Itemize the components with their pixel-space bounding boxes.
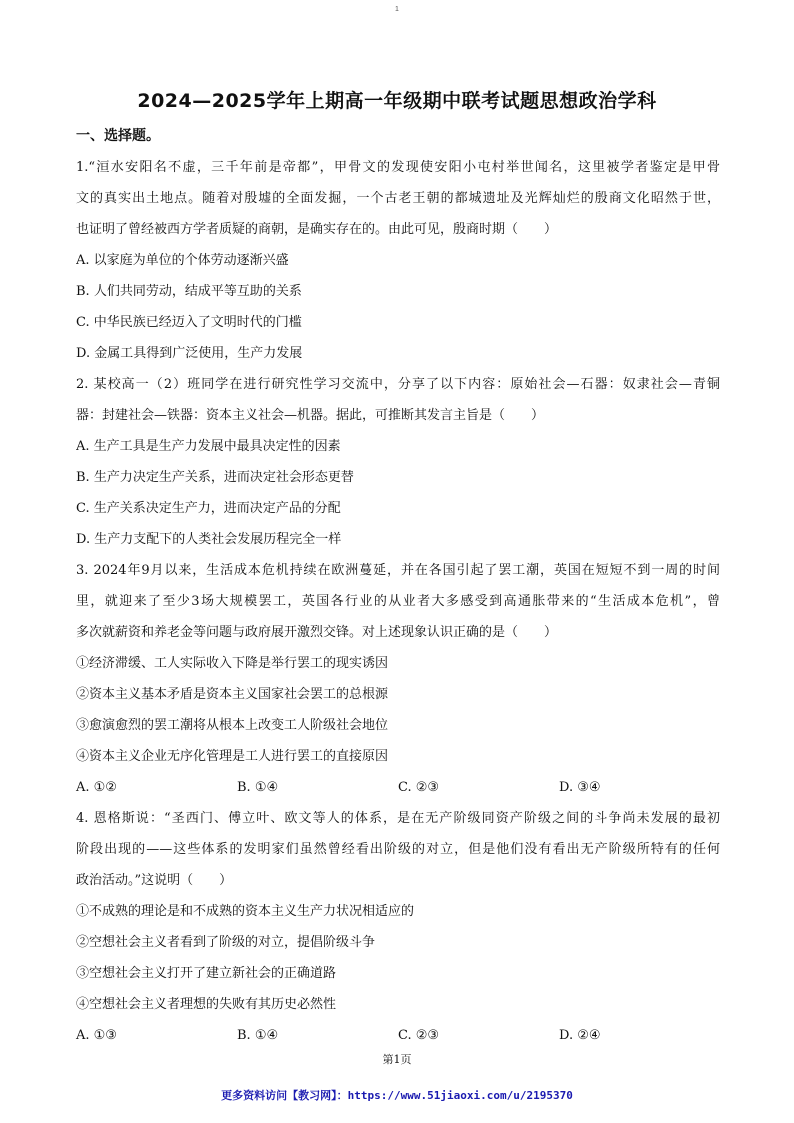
question-4	[76, 803, 720, 1051]
question-stem-line: 3. 2024年9月以来，生活成本危机持续在欧洲蔓延，并在各国引起了罢工潮，英国在短短不到一周的时间	[76, 563, 720, 578]
statement-3: ③空想社会主义打开了建立新社会的正确道路	[76, 966, 337, 981]
option-c: C. 生产关系决定生产力，进而决定产品的分配	[76, 501, 341, 516]
question-3	[76, 555, 720, 803]
choice-b: B. ①④	[237, 1028, 279, 1043]
option-a: A. 生产工具是生产力发展中最具决定性的因素	[76, 439, 341, 454]
page-number: 第1页	[382, 1053, 412, 1066]
question-2	[76, 369, 720, 555]
question-list	[76, 152, 720, 1051]
question-stem-line: 多次就薪资和养老金等问题与政府展开激烈交锋。对上述现象认识正确的是（ ）	[76, 625, 558, 640]
footer-resource-link[interactable]: 更多资料访问【教习网】：https://www.51jiaoxi.com/u/2195370	[221, 1089, 573, 1102]
answer-choices	[76, 772, 720, 803]
question-stem-line: 4. 恩格斯说：“圣西门、傅立叶、欧文等人的体系，是在无产阶级同资产阶级之间的斗争尚未发展的最初	[76, 811, 720, 826]
statement-2: ②资本主义基本矛盾是资本主义国家社会罢工的总根源	[76, 687, 389, 702]
choice-b: B. ①④	[237, 780, 279, 795]
statement-4: ④空想社会主义者理想的失败有其历史必然性	[76, 997, 337, 1012]
statement-3: ③愈演愈烈的罢工潮将从根本上改变工人阶级社会地位	[76, 718, 389, 733]
question-stem-line: 1.“洹水安阳名不虚，三千年前是帝都”，甲骨文的发现使安阳小屯村举世闻名，这里被学者鉴定是甲骨	[76, 160, 720, 175]
choice-d: D. ②④	[559, 1028, 601, 1043]
choice-d: D. ③④	[559, 780, 601, 795]
choice-a: A. ①②	[76, 780, 117, 795]
question-stem-line: 阶段出现的——这些体系的发明家们虽然曾经看出阶级的对立，但是他们没有看出无产阶级所特有的任何	[76, 842, 720, 857]
option-c: C. 中华民族已经迈入了文明时代的门槛	[76, 315, 302, 330]
question-1	[76, 152, 720, 369]
question-stem-line: 政治活动。”这说明（ ）	[76, 873, 233, 888]
choice-c: C. ②③	[398, 1028, 440, 1043]
section-heading: 一、选择题。	[76, 128, 160, 144]
page-title: 2024—2025学年上期高一年级期中联考试题思想政治学科	[137, 90, 657, 112]
answer-choices	[76, 1020, 720, 1051]
question-stem-line: 文的真实出土地点。随着对殷墟的全面发掘，一个古老王朝的都城遗址及光辉灿烂的殷商文化昭然于世，	[76, 191, 720, 206]
statement-4: ④资本主义企业无序化管理是工人进行罢工的直接原因	[76, 749, 389, 764]
statement-1: ①不成熟的理论是和不成熟的资本主义生产力状况相适应的	[76, 904, 415, 919]
top-page-mark: 1	[395, 6, 399, 13]
choice-a: A. ①③	[76, 1028, 117, 1043]
question-stem-line: 里，就迎来了至少3场大规模罢工，英国各行业的从业者大多感受到高通胀带来的“生活成本危机”，曾	[76, 594, 720, 609]
statement-2: ②空想社会主义者看到了阶级的对立，提倡阶级斗争	[76, 935, 376, 950]
question-stem-line: 也证明了曾经被西方学者质疑的商朝，是确实存在的。由此可见，殷商时期（ ）	[76, 222, 558, 237]
choice-c: C. ②③	[398, 780, 440, 795]
statement-1: ①经济滞缓、工人实际收入下降是举行罢工的现实诱因	[76, 656, 389, 671]
question-stem-line: 器：封建社会—铁器：资本主义社会—机器。据此，可推断其发言主旨是（ ）	[76, 408, 545, 423]
option-b: B. 人们共同劳动，结成平等互助的关系	[76, 284, 302, 299]
option-a: A. 以家庭为单位的个体劳动逐渐兴盛	[76, 253, 289, 268]
option-d: D. 生产力支配下的人类社会发展历程完全一样	[76, 532, 342, 547]
option-d: D. 金属工具得到广泛使用，生产力发展	[76, 346, 303, 361]
question-stem-line: 2. 某校高一（2）班同学在进行研究性学习交流中，分享了以下内容：原始社会—石器：奴隶社会—青铜	[76, 377, 720, 392]
option-b: B. 生产力决定生产关系，进而决定社会形态更替	[76, 470, 354, 485]
